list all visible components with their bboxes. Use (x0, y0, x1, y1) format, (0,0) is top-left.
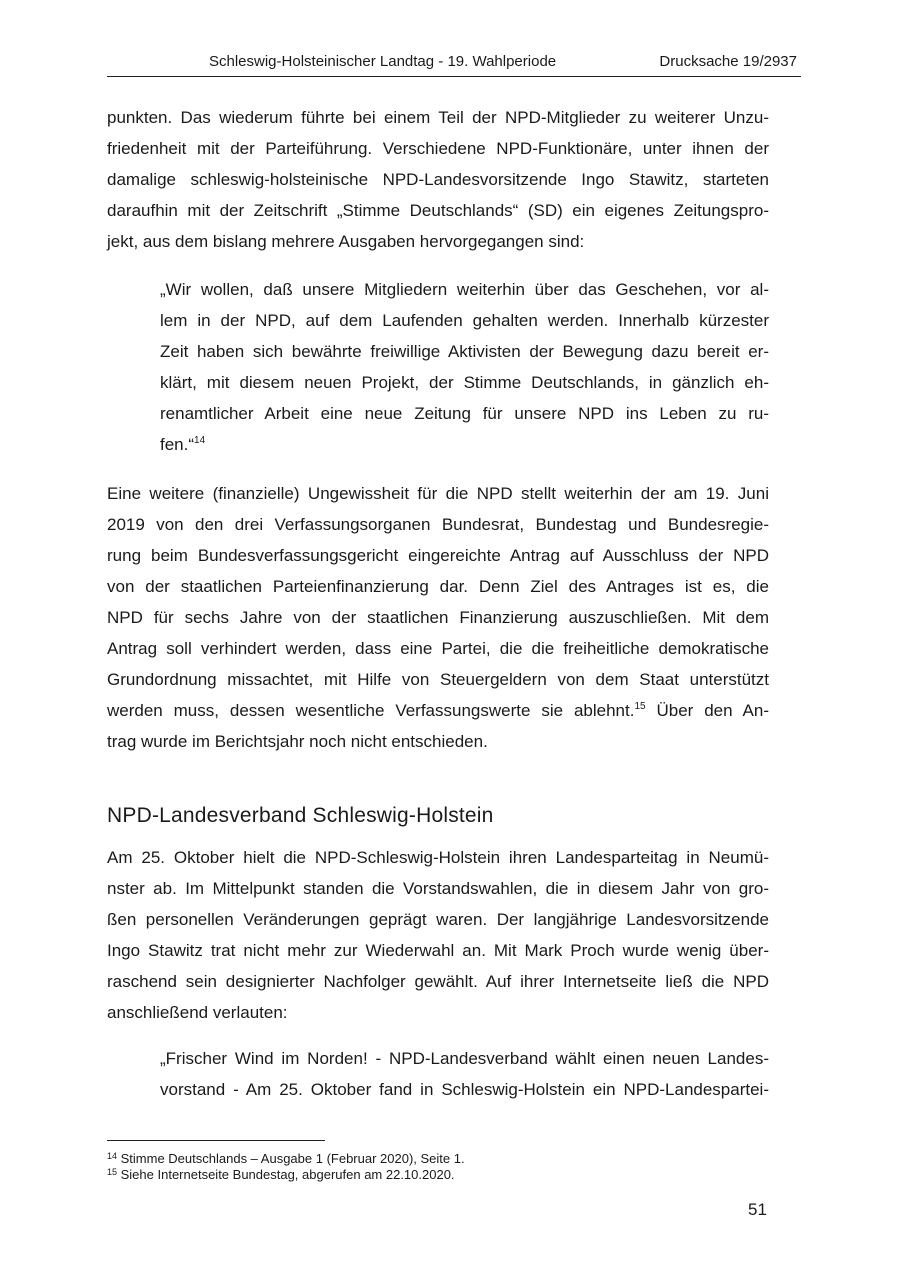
paragraph-3 (107, 842, 769, 1028)
footnote-text: Stimme Deutschlands – Ausgabe 1 (Februar 2020), Seite 1. (117, 1151, 465, 1166)
quote-block-2 (160, 1043, 769, 1105)
text-line: vorstand - Am 25. Oktober fand in Schleswig-Holstein ein NPD-Landespartei- (160, 1080, 769, 1099)
text-segment: Über den An- (645, 701, 770, 720)
text-line: Am 25. Oktober hielt die NPD-Schleswig-Holstein ihren Landesparteitag in Neumü- (107, 848, 769, 867)
text-line: jekt, aus dem bislang mehrere Ausgaben hervorgegangen sind: (107, 232, 585, 251)
header-title: Schleswig-Holsteinischer Landtag - 19. Wahlperiode (209, 53, 557, 70)
text-line: ßen personellen Veränderungen geprägt waren. Der langjährige Landesvorsitzende (107, 910, 769, 929)
footnotes (107, 1151, 465, 1183)
footnote-ref: 15 (634, 701, 646, 712)
text-line: damalige schleswig-holsteinische NPD-Landesvorsitzende Ingo Stawitz, starteten (107, 170, 769, 189)
footnote-number: 15 (107, 1167, 118, 1177)
paragraph-2 (107, 478, 769, 757)
section-heading: NPD-Landesverband Schleswig-Holstein (107, 804, 494, 827)
text-line: Zeit haben sich bewährte freiwillige Aktivisten der Bewegung dazu bereit er- (160, 342, 769, 361)
page-header (107, 52, 801, 77)
text-line: rung beim Bundesverfassungsgericht eingereichte Antrag auf Ausschluss der NPD (107, 546, 769, 565)
page-number: 51 (748, 1200, 767, 1219)
text-line (160, 429, 769, 460)
footnote-item (107, 1151, 465, 1167)
paragraph-1 (107, 102, 769, 257)
quote-end-text: fen.“ (160, 435, 195, 454)
text-line: „Frischer Wind im Norden! - NPD-Landesverband wählt einen neuen Landes- (160, 1049, 769, 1068)
quote-block-1 (160, 274, 769, 460)
text-line: daraufhin mit der Zeitschrift „Stimme Deutschlands“ (SD) ein eigenes Zeitungspro- (107, 201, 769, 220)
header-doc-number: Drucksache 19/2937 (659, 53, 797, 70)
text-line: „Wir wollen, daß unsere Mitgliedern weiterhin über das Geschehen, vor al- (160, 280, 769, 299)
text-line: Grundordnung missachtet, mit Hilfe von Steuergeldern von dem Staat unterstützt (107, 670, 769, 689)
text-line: raschend sein designierter Nachfolger gewählt. Auf ihrer Internetseite ließ die NPD (107, 972, 769, 991)
text-line (107, 695, 769, 726)
text-line: renamtlicher Arbeit eine neue Zeitung für unsere NPD ins Leben zu ru- (160, 404, 769, 423)
text-line: Antrag soll verhindert werden, dass eine Partei, die die freiheitliche demokratische (107, 639, 769, 658)
text-line: punkten. Das wiederum führte bei einem Teil der NPD-Mitglieder zu weiterer Unzu- (107, 108, 769, 127)
footnote-text: Siehe Internetseite Bundestag, abgerufen am 22.10.2020. (117, 1167, 455, 1182)
text-line: klärt, mit diesem neuen Projekt, der Stimme Deutschlands, in gänzlich eh- (160, 373, 769, 392)
text-segment: werden muss, dessen wesentliche Verfassungswerte sie ablehnt. (107, 701, 635, 720)
text-line: Ingo Stawitz trat nicht mehr zur Wiederwahl an. Mit Mark Proch wurde wenig über- (107, 941, 769, 960)
footnote-divider (107, 1140, 325, 1141)
footnote-ref: 14 (194, 435, 206, 446)
footnote-item (107, 1167, 465, 1183)
text-line: 2019 von den drei Verfassungsorganen Bundesrat, Bundestag und Bundesregie- (107, 515, 769, 534)
text-line: lem in der NPD, auf dem Laufenden gehalten werden. Innerhalb kürzester (160, 311, 769, 330)
text-line: Eine weitere (finanzielle) Ungewissheit für die NPD stellt weiterhin der am 19. Juni (107, 484, 769, 503)
text-line: anschließend verlauten: (107, 1003, 288, 1022)
text-line: nster ab. Im Mittelpunkt standen die Vorstandswahlen, die in diesem Jahr von gro- (107, 879, 769, 898)
footnote-number: 14 (107, 1151, 118, 1161)
text-line: trag wurde im Berichtsjahr noch nicht entschieden. (107, 732, 488, 751)
text-line: NPD für sechs Jahre von der staatlichen Finanzierung auszuschließen. Mit dem (107, 608, 769, 627)
text-line: von der staatlichen Parteienfinanzierung dar. Denn Ziel des Antrages ist es, die (107, 577, 769, 596)
text-line: friedenheit mit der Parteiführung. Verschiedene NPD-Funktionäre, unter ihnen der (107, 139, 769, 158)
